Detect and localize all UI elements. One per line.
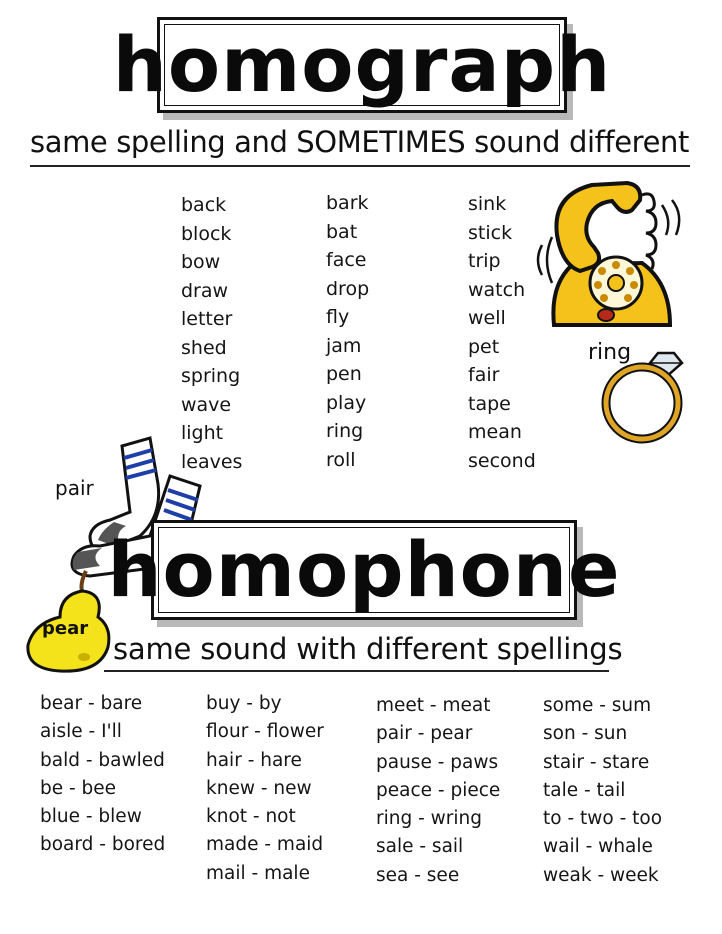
homophone-pair: meet - meat — [376, 695, 491, 716]
homograph-word: drop — [326, 277, 370, 300]
homophone-pair: hair - hare — [206, 749, 302, 771]
homophone-pair: be - bee — [40, 777, 117, 799]
homograph-word: fly — [326, 306, 350, 328]
homophone-pair: buy - by — [206, 693, 282, 714]
homophone-column-3 — [376, 692, 500, 890]
homograph-word: block — [181, 222, 232, 245]
homograph-word: bow — [181, 251, 221, 273]
ring-label: ring — [588, 340, 632, 365]
homograph-column-2 — [326, 189, 369, 474]
homograph-word: roll — [326, 448, 356, 471]
homograph-column-3 — [468, 190, 536, 475]
homophone-pair: knew - new — [206, 777, 312, 799]
homograph-word: pet — [468, 335, 500, 358]
homophone-pair: pause - paws — [376, 751, 499, 773]
pair-label: pair — [55, 476, 94, 500]
homophone-pair: weak - week — [543, 864, 659, 886]
homograph-word: pen — [326, 363, 362, 385]
homophone-pair: son - sun — [543, 723, 628, 745]
homophone-subtitle-underline — [104, 670, 609, 672]
homograph-word: spring — [181, 365, 241, 387]
homograph-word: jam — [326, 334, 362, 357]
homograph-word: well — [468, 307, 506, 329]
homograph-word: face — [326, 249, 367, 271]
homophone-pair: board - bored — [40, 834, 166, 856]
homograph-word: draw — [181, 279, 229, 302]
homophone-pair: stair - stare — [543, 751, 650, 773]
homophone-pair: wail - whale — [543, 836, 653, 858]
telephone-icon — [532, 175, 692, 340]
homograph-word: light — [181, 422, 224, 444]
homophone-title-box — [107, 520, 621, 620]
homophone-pair: to - two - too — [543, 808, 663, 830]
homograph-column-1 — [181, 191, 242, 476]
homograph-title: homograph — [112, 20, 612, 109]
homograph-word: mean — [468, 421, 522, 443]
homophone-pair: peace - piece — [376, 779, 501, 801]
homograph-subtitle: same spelling and SOMETIMES sound different — [30, 125, 689, 159]
homophone-pair: knot - not — [206, 806, 296, 828]
homophone-title: homophone — [107, 525, 621, 614]
homophone-pair: mail - male — [206, 862, 310, 884]
homophone-column-4 — [543, 692, 662, 890]
homophone-pair: ring - wring — [376, 808, 482, 830]
homograph-word: back — [181, 194, 227, 216]
homograph-word: shed — [181, 336, 227, 359]
homophone-pair: bear - bare — [40, 693, 143, 714]
homograph-word: play — [326, 391, 367, 414]
homograph-word: fair — [468, 364, 500, 386]
ring-icon — [598, 345, 694, 445]
homophone-pair: sale - sail — [376, 836, 464, 858]
homophone-subtitle: same sound with different spellings — [113, 632, 623, 666]
homophone-pair: sea - see — [376, 864, 460, 886]
homograph-word: leaves — [181, 450, 243, 473]
homophone-column-1 — [40, 690, 165, 860]
homograph-word: letter — [181, 308, 233, 330]
homograph-word: trip — [468, 250, 501, 272]
homograph-word: bat — [326, 220, 358, 243]
homograph-word: sink — [468, 193, 507, 215]
homograph-word: bark — [326, 192, 369, 214]
homophone-pair: pair - pear — [376, 723, 473, 745]
pear-label: pear — [42, 618, 89, 639]
homograph-title-box — [112, 17, 612, 113]
homophone-pair: flour - flower — [206, 721, 324, 743]
homograph-word: watch — [468, 278, 526, 301]
homograph-word: stick — [468, 221, 513, 244]
homograph-word: second — [468, 449, 536, 472]
homophone-pair: blue - blew — [40, 806, 142, 828]
homophone-pair: some - sum — [543, 695, 652, 716]
homophone-pair: made - maid — [206, 834, 324, 856]
homophone-column-2 — [206, 690, 324, 888]
homophone-pair: tale - tail — [543, 779, 626, 801]
homograph-word: wave — [181, 393, 232, 416]
homophone-pair: bald - bawled — [40, 749, 165, 771]
homograph-subtitle-underline — [30, 165, 690, 167]
homophone-pair: aisle - I'll — [40, 721, 122, 743]
homograph-word: ring — [326, 420, 364, 442]
homograph-word: tape — [468, 392, 511, 415]
